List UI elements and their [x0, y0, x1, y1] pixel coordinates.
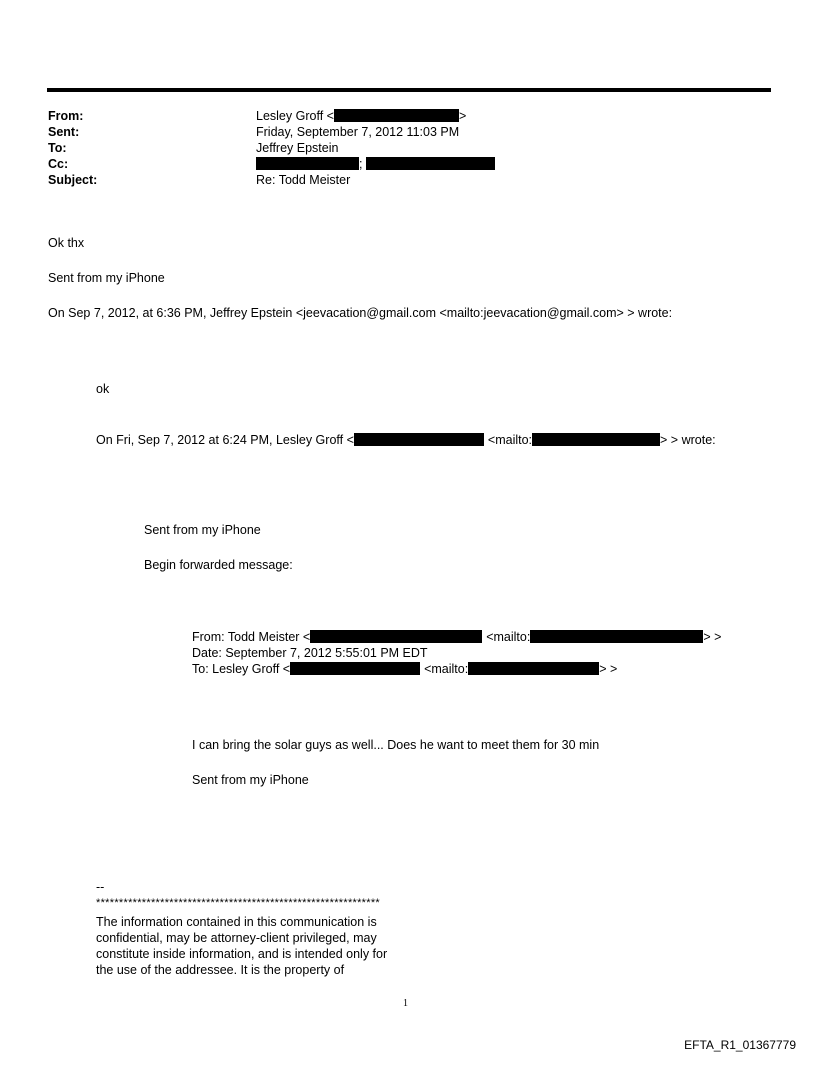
- disclaimer-line: confidential, may be attorney-client privileged, may: [96, 931, 377, 945]
- redaction-box: [354, 433, 484, 446]
- from-end: >: [458, 109, 467, 123]
- subject-value: Re: Todd Meister: [256, 173, 351, 187]
- sent-label: Sent:: [48, 125, 80, 139]
- disclaimer-line: the use of the addressee. It is the property of: [96, 963, 345, 977]
- cc-separator: ;: [359, 157, 363, 171]
- reply-attribution: [96, 433, 716, 448]
- page-number: 1: [403, 998, 408, 1009]
- body-line-sent-from: Sent from my iPhone: [48, 271, 165, 285]
- fwd-from: [192, 630, 721, 645]
- cc-value: [256, 157, 495, 172]
- cc-label: Cc:: [48, 157, 69, 171]
- fwd-date: Date: September 7, 2012 5:55:01 PM EDT: [192, 646, 428, 660]
- disclaimer-line: The information contained in this communication is: [96, 915, 377, 929]
- redaction-box: [334, 109, 459, 122]
- fwd-to-prefix: To: Lesley Groff <: [192, 662, 291, 676]
- redaction-box: [310, 630, 482, 643]
- disclaimer-dashes: --: [96, 880, 105, 894]
- fwd-signature: Sent from my iPhone: [192, 773, 309, 787]
- body-line-ok-thx: Ok thx: [48, 236, 85, 250]
- subject-label: Subject:: [48, 173, 98, 187]
- from-name: Lesley Groff <: [256, 109, 334, 123]
- redaction-box: [530, 630, 703, 643]
- redaction-box: [256, 157, 359, 170]
- redaction-box: [290, 662, 420, 675]
- reply-attrib-prefix: On Fri, Sep 7, 2012 at 6:24 PM, Lesley Groff <: [96, 433, 354, 447]
- fwd-to-mailto: <mailto:: [424, 662, 469, 676]
- disclaimer-line: constitute inside information, and is intended only for: [96, 947, 388, 961]
- redaction-box: [366, 157, 495, 170]
- from-value: [256, 109, 466, 124]
- fwd-to-suffix: > >: [599, 662, 618, 676]
- document-id: EFTA_R1_01367779: [684, 1038, 796, 1052]
- reply-ok: ok: [96, 382, 110, 396]
- fwd-to: [192, 662, 617, 677]
- reply2-sent-from: Sent from my iPhone: [144, 523, 261, 537]
- to-label: To:: [48, 141, 67, 155]
- reply-mailto: <mailto:: [487, 433, 533, 447]
- redaction-box: [468, 662, 599, 675]
- fwd-from-prefix: From: Todd Meister <: [192, 630, 311, 644]
- reply2-begin-forwarded: Begin forwarded message:: [144, 558, 293, 572]
- sent-value: Friday, September 7, 2012 11:03 PM: [256, 125, 460, 139]
- fwd-from-suffix: > >: [703, 630, 722, 644]
- to-value: Jeffrey Epstein: [256, 141, 339, 155]
- redaction-box: [532, 433, 660, 446]
- fwd-from-mailto: <mailto:: [486, 630, 531, 644]
- reply-attrib-suffix: > > wrote:: [660, 433, 716, 447]
- disclaimer-stars: **************************************************************: [96, 897, 381, 909]
- fwd-message: I can bring the solar guys as well... Does he want to meet them for 30 min: [192, 738, 600, 752]
- body-line-attribution: On Sep 7, 2012, at 6:36 PM, Jeffrey Epstein <jeevacation@gmail.com <mailto:jeevacation@gmail.com> > wrote:: [48, 306, 673, 320]
- header-rule: [47, 88, 771, 92]
- from-label: From:: [48, 109, 84, 123]
